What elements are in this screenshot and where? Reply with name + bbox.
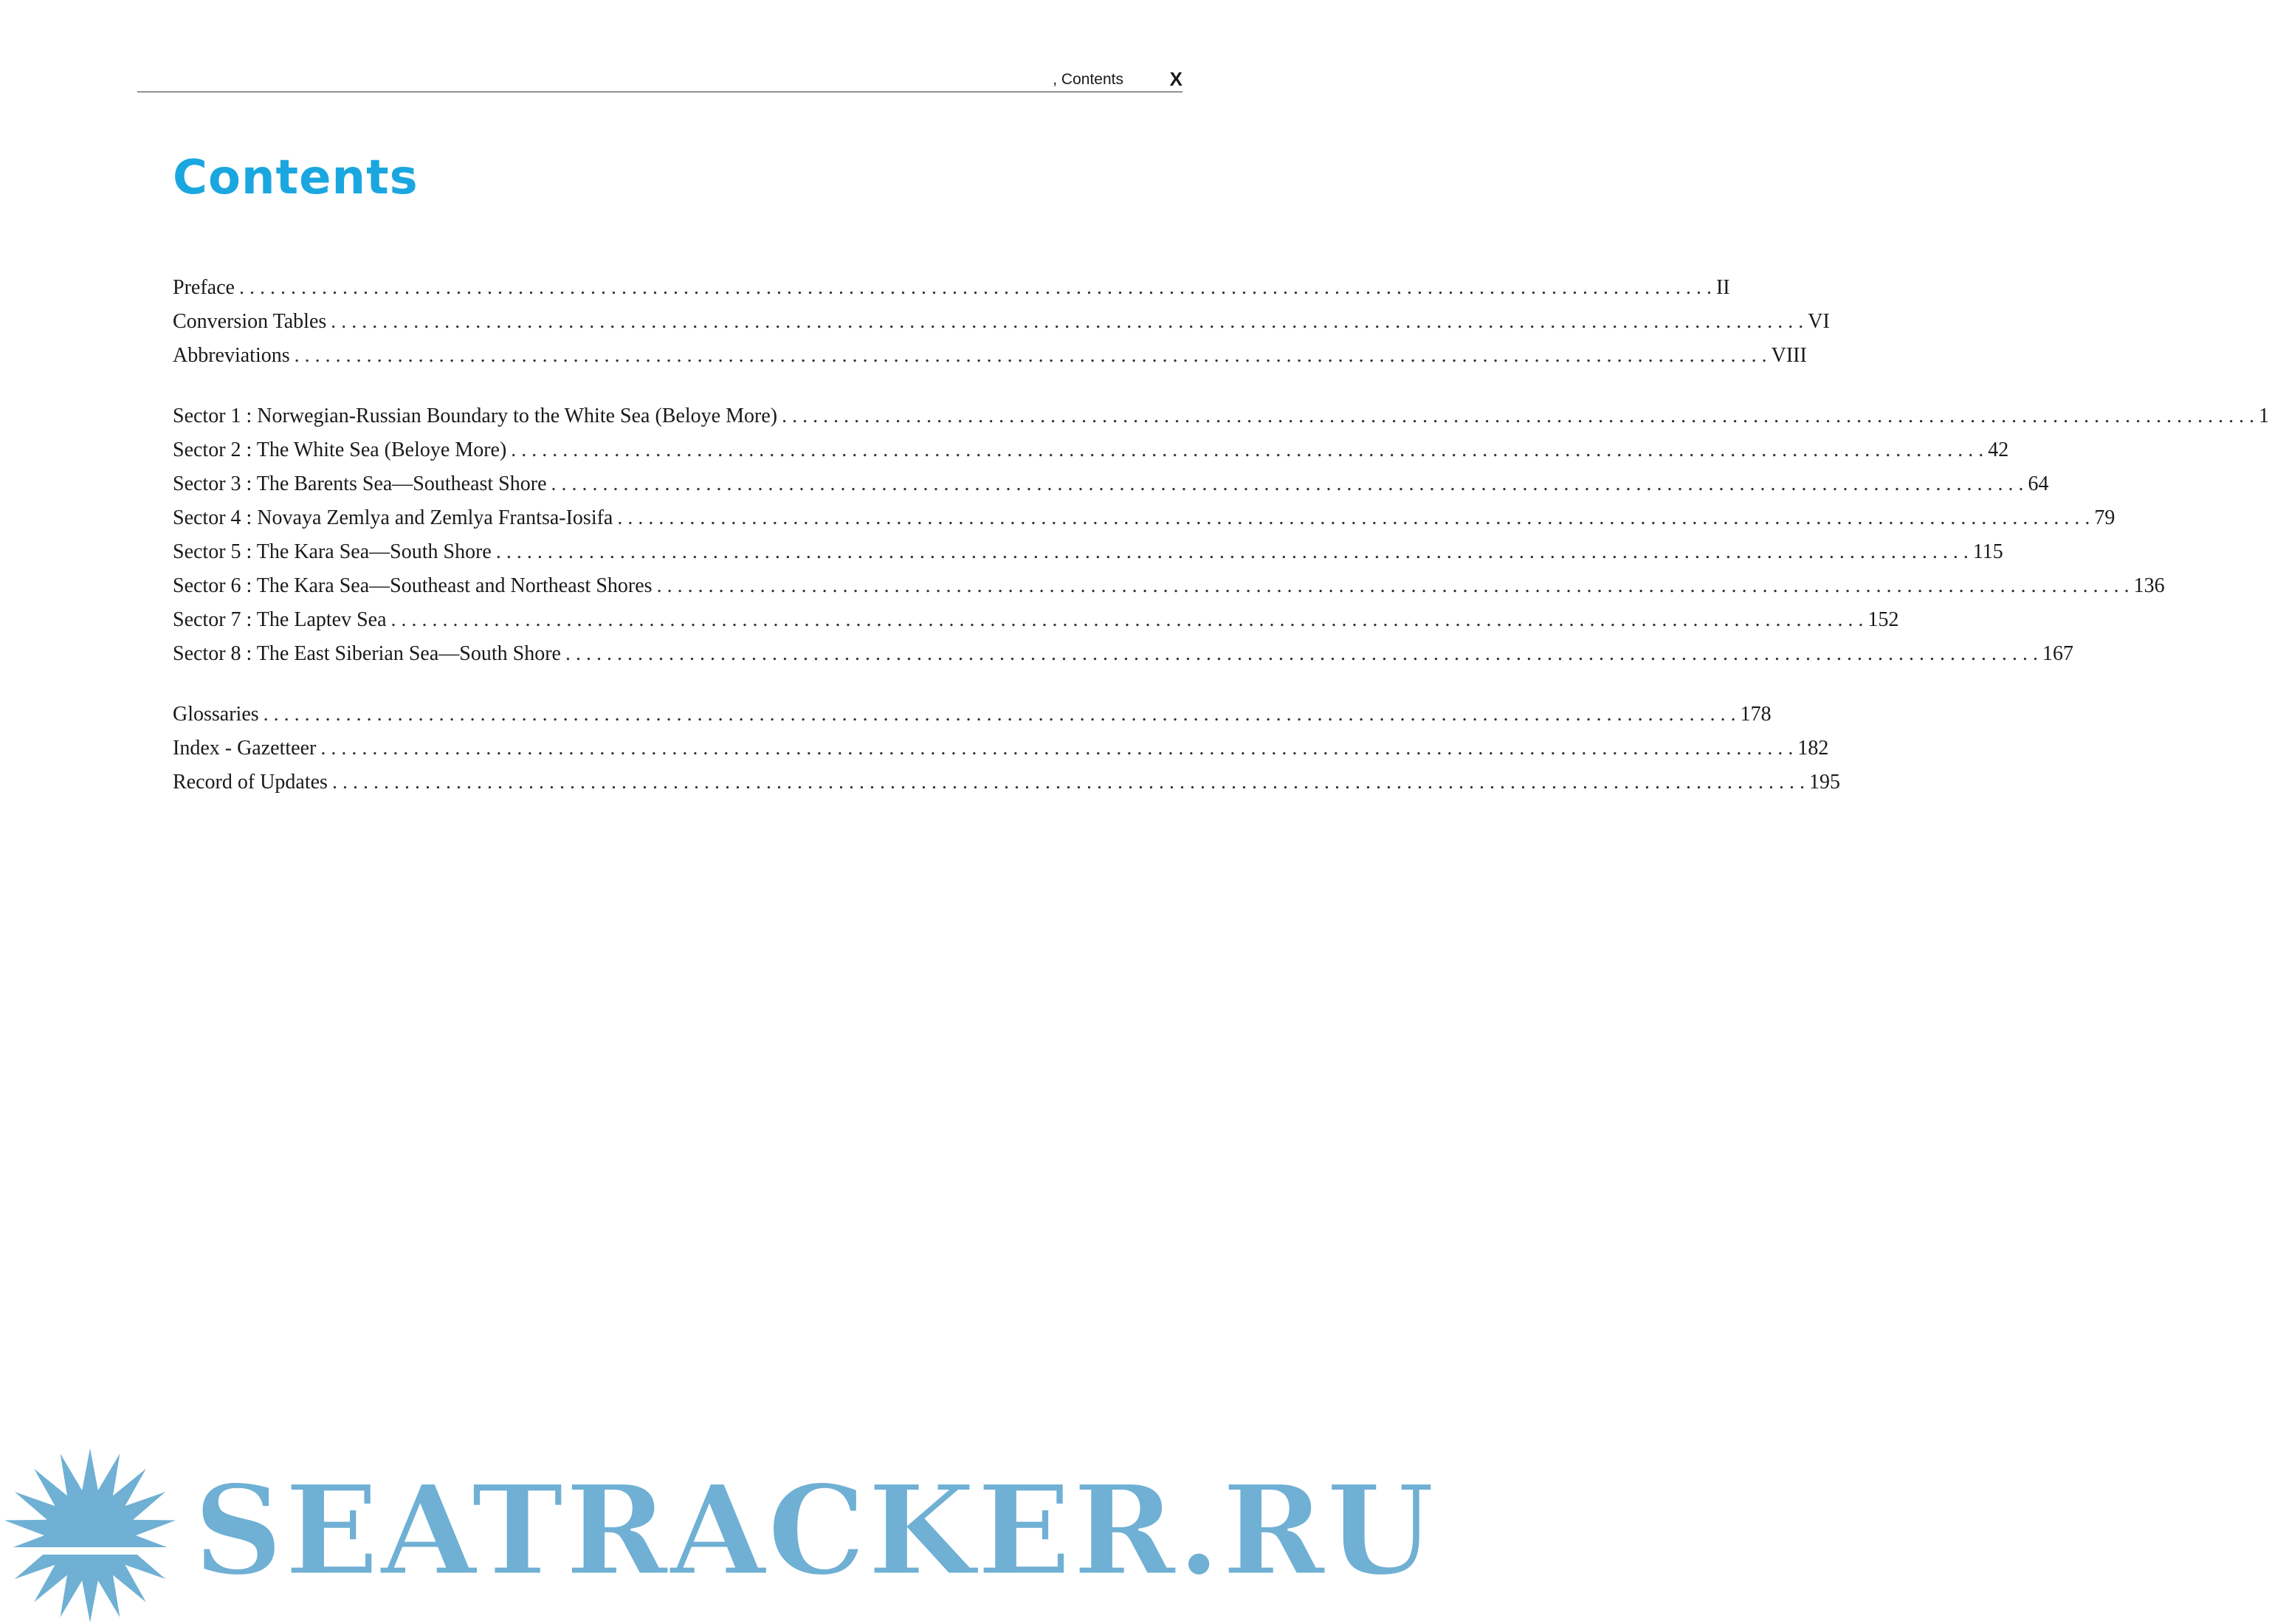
toc-entry-page: 152 bbox=[1867, 608, 1899, 631]
header-section-title: , Contents bbox=[1053, 71, 1123, 88]
toc-entry[interactable] bbox=[173, 506, 2115, 540]
toc-entry[interactable] bbox=[173, 574, 2165, 608]
toc-entry-label: Sector 4 : Novaya Zemlya and Zemlya Frantsa-Iosifa bbox=[173, 506, 613, 529]
toc-entry-label: Sector 6 : The Kara Sea—Southeast and Northeast Shores bbox=[173, 574, 653, 597]
page-title: Contents bbox=[173, 151, 419, 205]
table-of-contents bbox=[173, 276, 2269, 831]
dot-leader bbox=[657, 574, 2129, 598]
dot-leader bbox=[331, 310, 1803, 334]
toc-entry-label: Sector 3 : The Barents Sea—Southeast Shore bbox=[173, 472, 547, 495]
toc-entry-page: II bbox=[1715, 276, 1730, 299]
dot-leader bbox=[239, 276, 1712, 300]
toc-entry-label: Record of Updates bbox=[173, 771, 328, 794]
dot-leader bbox=[391, 608, 1864, 632]
toc-entry-page: 115 bbox=[1972, 540, 2003, 563]
toc-entry-label: Sector 2 : The White Sea (Beloye More) bbox=[173, 438, 507, 461]
toc-entry-label: Sector 8 : The East Siberian Sea—South Shore bbox=[173, 642, 561, 665]
toc-entry-label: Sector 1 : Norwegian-Russian Boundary to the White Sea (Beloye More) bbox=[173, 405, 778, 427]
toc-entry-page: 136 bbox=[2133, 574, 2165, 597]
toc-entry-page: 42 bbox=[1988, 438, 2009, 461]
toc-group-sectors bbox=[173, 405, 2269, 676]
toc-entry[interactable] bbox=[173, 472, 2049, 506]
toc-entry-page: 79 bbox=[2094, 506, 2115, 529]
toc-entry[interactable] bbox=[173, 608, 1899, 642]
dot-leader bbox=[332, 771, 1805, 794]
toc-entry[interactable] bbox=[173, 642, 2073, 676]
dot-leader bbox=[295, 344, 1767, 368]
toc-entry-page: VI bbox=[1808, 310, 1830, 333]
toc-entry[interactable] bbox=[173, 276, 1730, 310]
toc-group-back-matter bbox=[173, 703, 1840, 805]
dot-leader bbox=[565, 642, 2038, 666]
toc-entry-label: Sector 5 : The Kara Sea—South Shore bbox=[173, 540, 492, 563]
watermark bbox=[0, 1432, 1436, 1624]
running-header bbox=[137, 68, 1182, 92]
toc-entry-page: VIII bbox=[1771, 344, 1807, 367]
toc-entry[interactable] bbox=[173, 771, 1840, 805]
toc-entry[interactable] bbox=[173, 438, 2009, 472]
toc-entry-page: 182 bbox=[1797, 737, 1829, 760]
toc-entry-page: 178 bbox=[1740, 703, 1772, 726]
page-number: X bbox=[1169, 68, 1182, 90]
dot-leader bbox=[264, 703, 1736, 726]
toc-entry-label: Glossaries bbox=[173, 703, 259, 726]
toc-entry-page: 64 bbox=[2028, 472, 2049, 495]
dot-leader bbox=[551, 472, 2024, 496]
toc-entry[interactable] bbox=[173, 344, 1807, 378]
toc-entry-label: Preface bbox=[173, 276, 235, 299]
watermark-text: SEATRACKER.RU bbox=[193, 1457, 1436, 1603]
toc-entry[interactable] bbox=[173, 737, 1829, 771]
toc-entry-label: Conversion Tables bbox=[173, 310, 327, 333]
toc-entry-label: Index - Gazetteer bbox=[173, 737, 317, 760]
toc-entry[interactable] bbox=[173, 405, 2269, 438]
dot-leader bbox=[511, 438, 1983, 462]
toc-entry-label: Abbreviations bbox=[173, 344, 290, 367]
toc-entry-label: Sector 7 : The Laptev Sea bbox=[173, 608, 387, 631]
toc-entry[interactable] bbox=[173, 310, 1830, 344]
toc-entry-page: 167 bbox=[2042, 642, 2073, 665]
dot-leader bbox=[782, 405, 2254, 428]
dot-leader bbox=[320, 737, 1793, 760]
dot-leader bbox=[617, 506, 2090, 530]
dot-leader bbox=[496, 540, 1969, 564]
sun-icon bbox=[0, 1432, 192, 1624]
toc-entry-page: 1 bbox=[2259, 405, 2269, 427]
toc-group-front-matter bbox=[173, 276, 1830, 378]
toc-entry-page: 195 bbox=[1808, 771, 1840, 794]
toc-entry[interactable] bbox=[173, 540, 2003, 574]
toc-entry[interactable] bbox=[173, 703, 1772, 737]
